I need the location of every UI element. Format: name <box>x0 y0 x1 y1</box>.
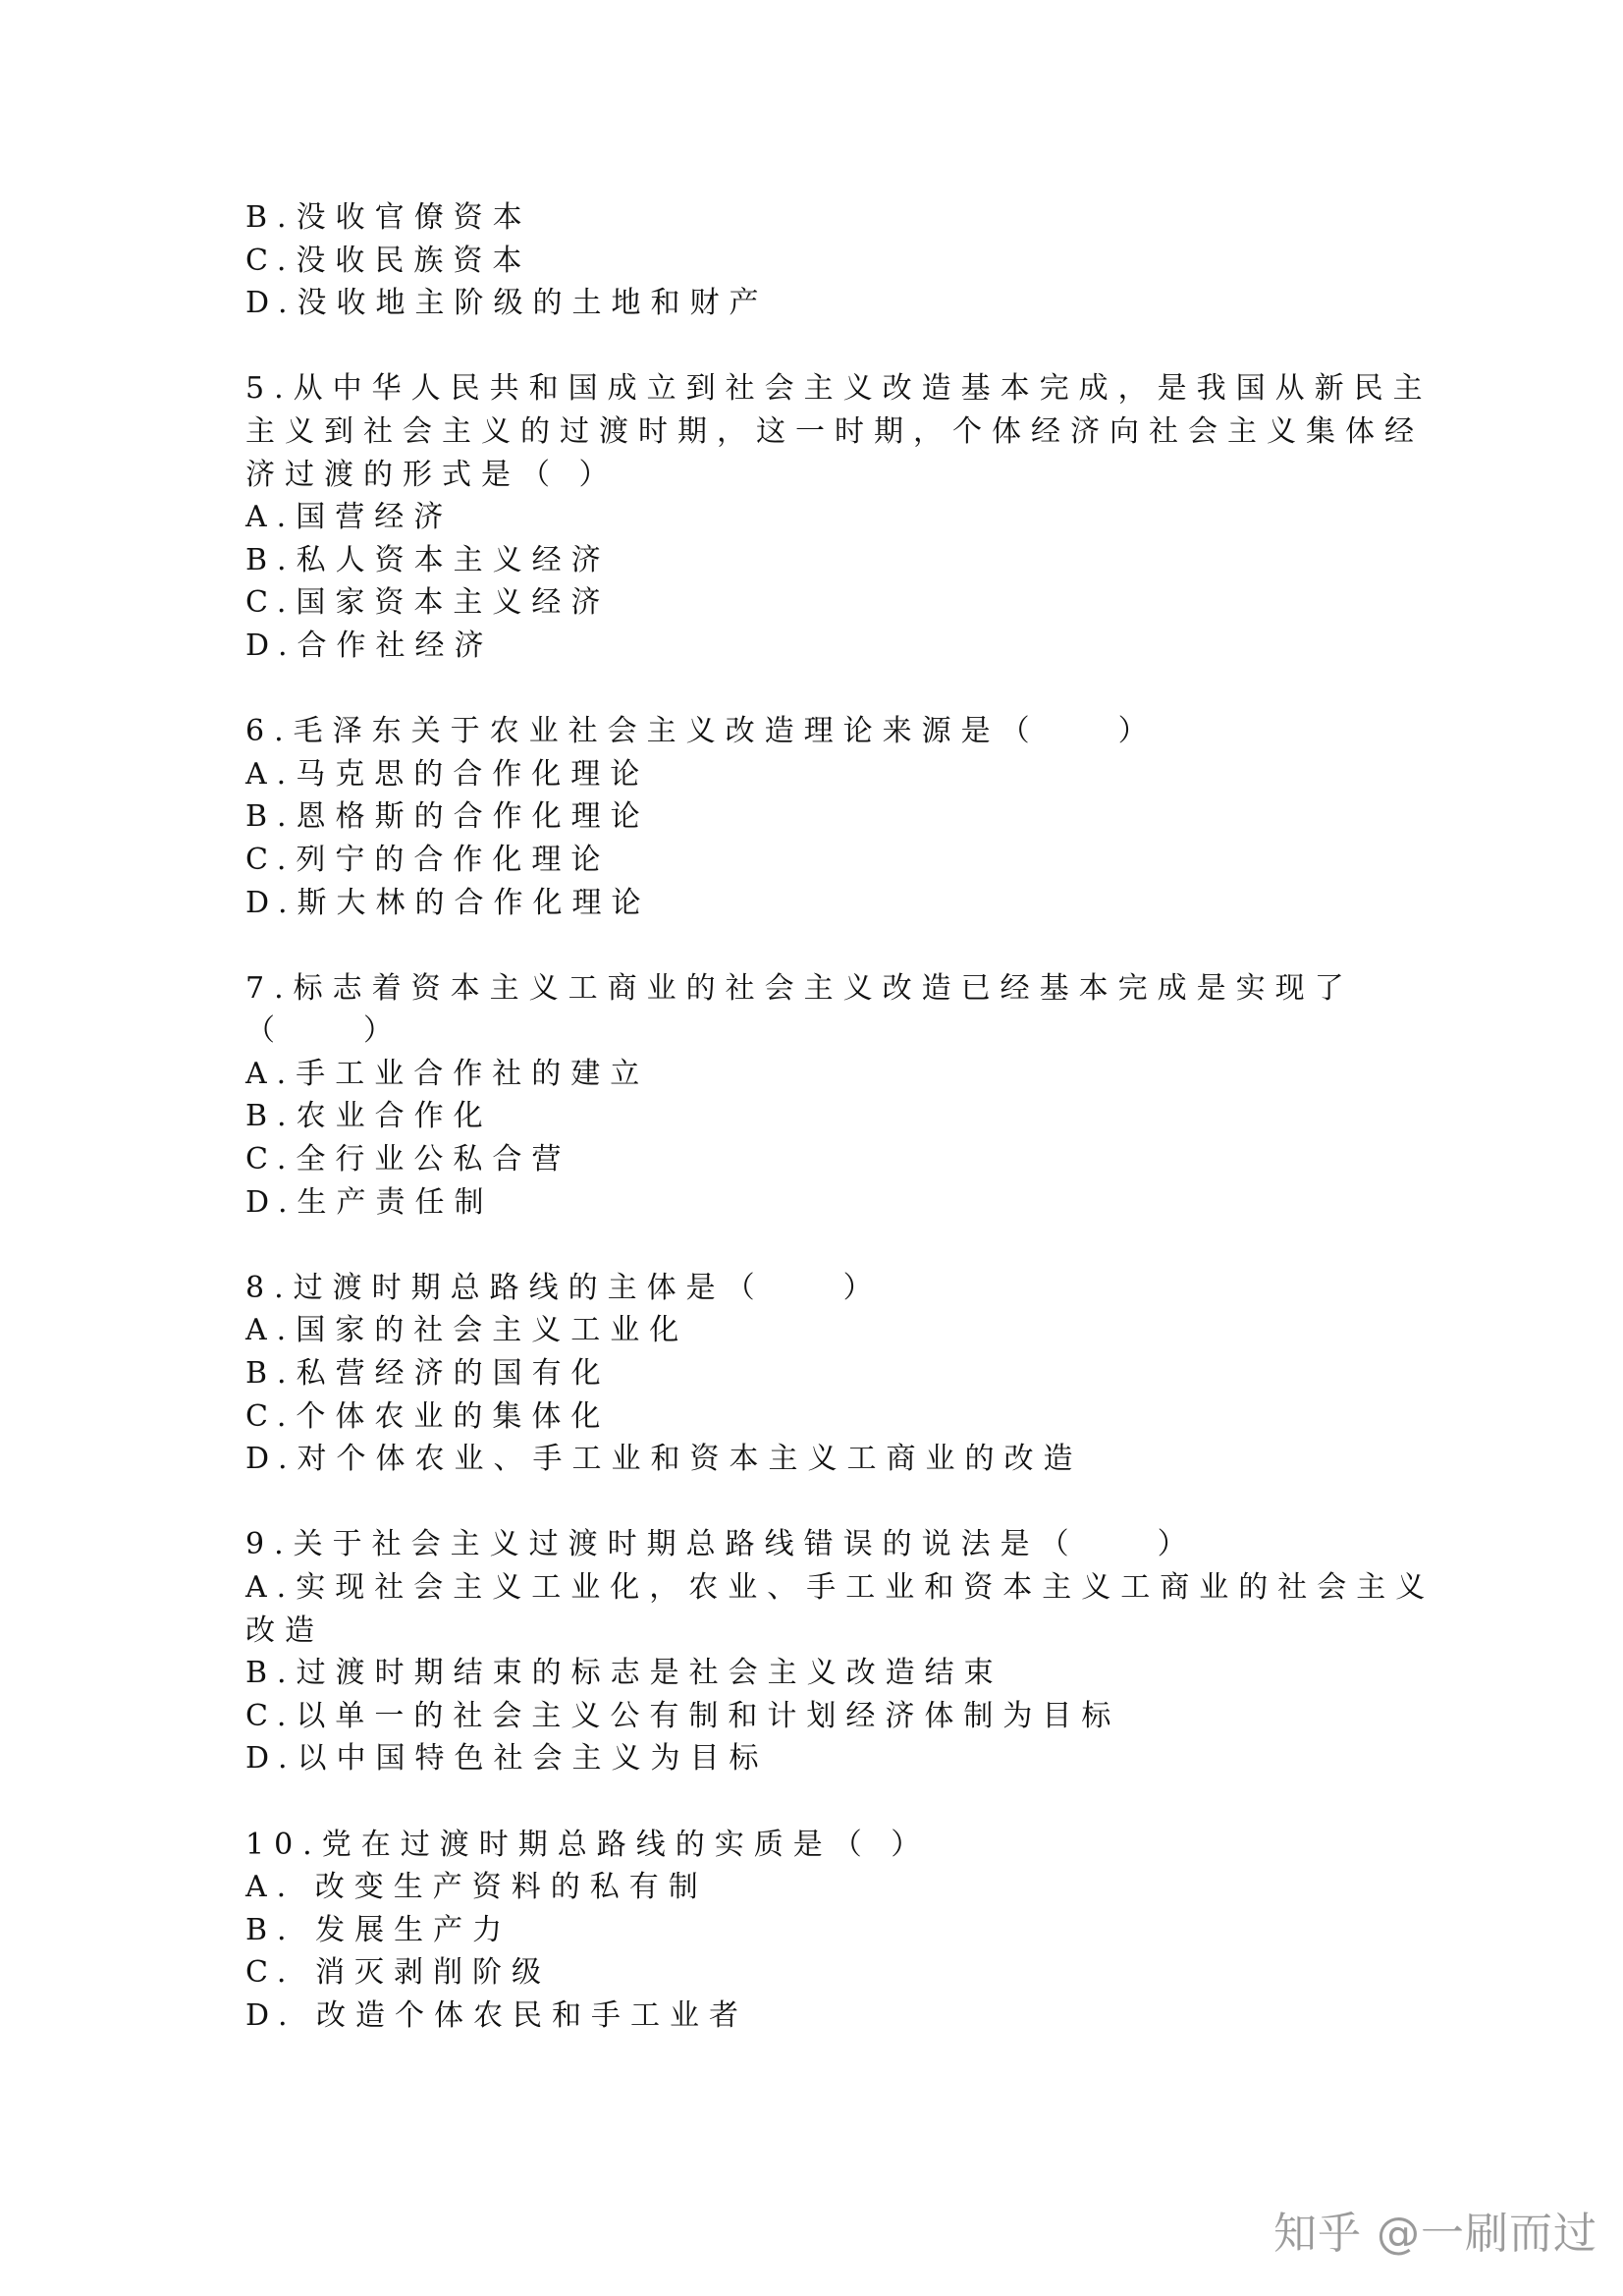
text-line: C.个体农业的集体化 <box>245 1398 611 1434</box>
text-line: A.手工业合作社的建立 <box>245 1056 650 1091</box>
text-line: A.国家的社会主义工业化 <box>245 1313 689 1348</box>
text-line: D.对个体农业、手工业和资本主义工商业的改造 <box>245 1442 1083 1477</box>
text-line: 改造 <box>245 1613 324 1648</box>
text-line: D. 改造个体农民和手工业者 <box>245 1997 749 2033</box>
text-line: A.实现社会主义工业化，农业、手工业和资本主义工商业的社会主义 <box>245 1570 1435 1605</box>
text-line: B.私营经济的国有化 <box>245 1356 611 1392</box>
text-line: D.合作社经济 <box>245 628 494 663</box>
text-line: 主义到社会主义的过渡时期，这一时期，个体经济向社会主义集体经 <box>245 413 1424 449</box>
text-line: B.农业合作化 <box>245 1099 493 1134</box>
text-line: B. 发展生产力 <box>245 1912 513 1947</box>
zhihu-watermark: 知乎 @一刷而过 <box>1273 2209 1597 2259</box>
text-line: C.列宁的合作化理论 <box>245 842 611 877</box>
text-line: 7.标志着资本主义工商业的社会主义改造已经基本完成是实现了 <box>245 970 1354 1006</box>
text-line: 10.党在过渡时期总路线的实质是（ ） <box>245 1827 931 1862</box>
document-body <box>245 196 1435 2038</box>
text-line: B.私人资本主义经济 <box>245 542 611 577</box>
text-line: D.以中国特色社会主义为目标 <box>245 1741 769 1777</box>
text-line: 5.从中华人民共和国成立到社会主义改造基本完成，是我国从新民主 <box>245 371 1433 407</box>
text-line: A. 改变生产资料的私有制 <box>245 1870 708 1905</box>
text-line: B.没收官僚资本 <box>245 200 532 235</box>
text-line: C.全行业公私合营 <box>245 1142 571 1177</box>
text-line: 8.过渡时期总路线的主体是（ ） <box>245 1270 883 1305</box>
blank-line <box>245 325 1404 368</box>
text-line: C.国家资本主义经济 <box>245 585 611 621</box>
text-line: B.恩格斯的合作化理论 <box>245 799 650 835</box>
text-line: 9.关于社会主义过渡时期总路线错误的说法是（ ） <box>245 1527 1197 1562</box>
text-line: C.没收民族资本 <box>245 243 532 278</box>
text-line: C. 消灭剥削阶级 <box>245 1955 551 1991</box>
blank-line <box>245 668 1404 711</box>
text-line: （ ） <box>245 1013 403 1049</box>
text-line: D.没收地主阶级的土地和财产 <box>245 286 769 321</box>
text-line: A.马克思的合作化理论 <box>245 756 650 792</box>
text-line: 济过渡的形式是（ ） <box>245 457 619 492</box>
blank-line <box>245 1481 1404 1524</box>
blank-line <box>245 924 1404 967</box>
blank-line <box>245 1780 1404 1824</box>
text-line: 6.毛泽东关于农业社会主义改造理论来源是（ ） <box>245 714 1158 749</box>
text-line: D.生产责任制 <box>245 1184 494 1220</box>
text-line: C.以单一的社会主义公有制和计划经济体制为目标 <box>245 1698 1121 1733</box>
blank-line <box>245 1224 1404 1267</box>
text-line: A.国营经济 <box>245 500 454 535</box>
text-line: D.斯大林的合作化理论 <box>245 885 651 920</box>
text-line: B.过渡时期结束的标志是社会主义改造结束 <box>245 1656 1003 1691</box>
